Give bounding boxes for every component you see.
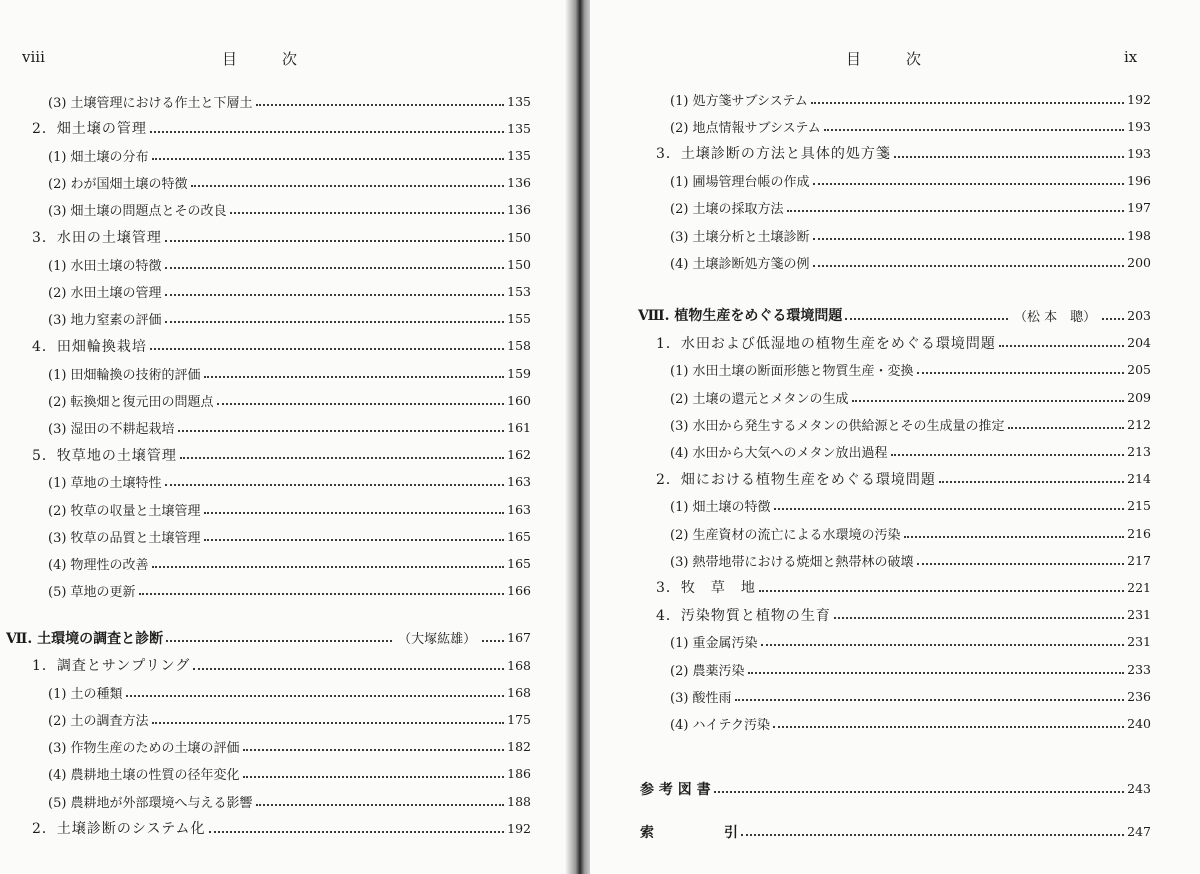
toc-entry bbox=[48, 253, 531, 275]
dot-leader bbox=[256, 91, 505, 106]
toc-entry bbox=[48, 416, 531, 438]
toc-entry-page: 240 bbox=[1127, 715, 1151, 731]
dot-leader bbox=[735, 686, 1125, 701]
toc-entry-page: 165 bbox=[507, 555, 531, 571]
toc-entry-title: (1) 圃場管理台帳の作成 bbox=[670, 175, 810, 191]
toc-entry-title: (4) 水田から大気へのメタン放出過程 bbox=[670, 445, 888, 461]
toc-entry-title: (1) 畑土壌の分布 bbox=[48, 149, 149, 165]
toc-entry-title: 2．畑土壌の管理 bbox=[32, 121, 147, 138]
dot-leader bbox=[230, 199, 505, 214]
toc-entry-page: 153 bbox=[507, 283, 531, 299]
left-page bbox=[0, 0, 570, 874]
toc-entry bbox=[670, 88, 1151, 110]
dot-leader bbox=[748, 659, 1125, 674]
toc-entry bbox=[656, 604, 1151, 626]
dot-leader bbox=[894, 143, 1124, 158]
toc-entry-title: (3) 地力窒素の評価 bbox=[48, 313, 162, 329]
dot-leader bbox=[256, 791, 505, 806]
page-header: 目 次 bbox=[846, 50, 922, 68]
toc-entry-page: 168 bbox=[507, 657, 531, 673]
toc-entry bbox=[48, 199, 531, 221]
toc-entry-page: 216 bbox=[1127, 525, 1151, 541]
toc-entry bbox=[640, 778, 1151, 800]
toc-entry-page: 168 bbox=[507, 684, 531, 700]
toc-entry-author: （大塚紘雄） bbox=[398, 632, 477, 648]
toc-entry bbox=[48, 90, 531, 112]
toc-entry-page: 214 bbox=[1127, 471, 1151, 487]
toc-entry bbox=[656, 468, 1151, 490]
dot-leader bbox=[209, 818, 505, 833]
toc-entry bbox=[670, 359, 1151, 381]
toc-entry-page: 135 bbox=[507, 120, 531, 136]
toc-entry-page: 167 bbox=[507, 630, 531, 646]
page-number: viii bbox=[22, 48, 45, 66]
toc-entry-page: 231 bbox=[1127, 634, 1151, 650]
dot-leader bbox=[891, 441, 1125, 456]
toc-entry-page: 213 bbox=[1127, 443, 1151, 459]
toc-entry-page: 159 bbox=[507, 365, 531, 381]
toc-entry-title: (1) 田畑輪換の技術的評価 bbox=[48, 367, 201, 383]
toc-entry bbox=[670, 658, 1151, 680]
toc-entry bbox=[48, 736, 531, 758]
toc-entry bbox=[638, 304, 1151, 326]
dot-leader bbox=[834, 604, 1124, 619]
toc-entry bbox=[670, 115, 1151, 137]
toc-entry-title: Ⅶ. 土環境の調査と診断 bbox=[6, 630, 164, 647]
dot-leader bbox=[126, 682, 505, 697]
toc-entry-page: 193 bbox=[1127, 118, 1151, 134]
dot-leader bbox=[811, 89, 1124, 104]
toc-entry-page: 160 bbox=[507, 392, 531, 408]
toc-entry bbox=[670, 549, 1151, 571]
toc-entry bbox=[670, 522, 1151, 544]
dot-leader bbox=[204, 526, 505, 541]
right-page bbox=[590, 0, 1200, 874]
toc-entry-title: (1) 水田土壌の特徴 bbox=[48, 258, 162, 274]
toc-entry-page: 161 bbox=[507, 419, 531, 435]
dot-leader bbox=[741, 821, 1124, 836]
toc-entry bbox=[670, 170, 1151, 192]
toc-entry-page: 192 bbox=[507, 820, 531, 836]
toc-entry-title: 2．土壌診断のシステム化 bbox=[32, 821, 206, 838]
toc-entry-title: (1) 処方箋サブシステム bbox=[670, 93, 808, 109]
toc-entry-title: (5) 草地の更新 bbox=[48, 585, 136, 601]
toc-entry-title: (2) 土壌の還元とメタンの生成 bbox=[670, 391, 849, 407]
toc-entry bbox=[670, 685, 1151, 707]
toc-entry-page: 136 bbox=[507, 175, 531, 191]
toc-entry-author: （松 本 聰） bbox=[1014, 309, 1097, 325]
toc-entry-title: (2) 生産資材の流亡による水環境の汚染 bbox=[670, 527, 901, 543]
toc-entry-page: 193 bbox=[1127, 145, 1151, 161]
toc-entry-title: (1) 畑土壌の特徴 bbox=[670, 500, 771, 516]
toc-entry-page: 243 bbox=[1127, 781, 1151, 797]
toc-entry-page: 217 bbox=[1127, 552, 1151, 568]
toc-entry-title: (2) 農薬汚染 bbox=[670, 663, 745, 679]
toc-entry-page: 231 bbox=[1127, 607, 1151, 623]
toc-entry bbox=[670, 197, 1151, 219]
dot-leader bbox=[165, 227, 504, 242]
dot-leader bbox=[152, 553, 505, 568]
toc-entry-page: 247 bbox=[1127, 824, 1151, 840]
dot-leader bbox=[243, 763, 505, 778]
toc-entry-title: (5) 農耕地が外部環境へ与える影響 bbox=[48, 795, 253, 811]
toc-entry bbox=[670, 413, 1151, 435]
toc-entry-page: 166 bbox=[507, 583, 531, 599]
toc-entry bbox=[670, 712, 1151, 734]
toc-entry-title: 1．水田および低湿地の植物生産をめぐる環境問題 bbox=[656, 335, 996, 352]
toc-entry bbox=[48, 280, 531, 302]
dot-leader bbox=[152, 709, 505, 724]
toc-entry-page: 233 bbox=[1127, 661, 1151, 677]
dot-leader bbox=[773, 713, 1124, 728]
toc-entry-page: 136 bbox=[507, 202, 531, 218]
toc-entry-title: Ⅷ. 植物生産をめぐる環境問題 bbox=[638, 308, 843, 325]
toc-entry bbox=[656, 142, 1151, 164]
toc-entry-title: (2) 水田土壌の管理 bbox=[48, 285, 162, 301]
toc-entry-title: 5．牧草地の土壌管理 bbox=[32, 447, 177, 464]
dot-leader bbox=[824, 116, 1124, 131]
toc-entry bbox=[48, 790, 531, 812]
toc-entry-title: (3) 土壌管理における作土と下層土 bbox=[48, 95, 253, 111]
toc-entry-title: (2) わが国畑土壌の特徴 bbox=[48, 177, 188, 193]
toc-entry-page: 186 bbox=[507, 766, 531, 782]
toc-entry bbox=[670, 251, 1151, 273]
toc-entry-page: 236 bbox=[1127, 688, 1151, 704]
dot-leader bbox=[193, 655, 504, 670]
dot-leader bbox=[774, 495, 1125, 510]
page-header: 目 次 bbox=[222, 50, 298, 68]
toc-entry bbox=[32, 444, 531, 466]
toc-entry-title: (2) 土の調査方法 bbox=[48, 713, 149, 729]
toc-entry-title: 1．調査とサンプリング bbox=[32, 658, 191, 674]
dot-leader bbox=[714, 778, 1125, 793]
toc-entry-title: (2) 土壌の採取方法 bbox=[670, 202, 784, 218]
toc-entry-page: 203 bbox=[1127, 307, 1151, 323]
toc-entry bbox=[48, 144, 531, 166]
dot-leader bbox=[204, 363, 505, 378]
toc-entry-title: (4) 物理性の改善 bbox=[48, 557, 149, 573]
dot-leader bbox=[1102, 305, 1124, 320]
toc-entry-page: 212 bbox=[1127, 416, 1151, 432]
toc-entry bbox=[670, 440, 1151, 462]
dot-leader bbox=[152, 145, 505, 160]
toc-entry-title: (3) 熱帯地帯における焼畑と熱帯林の破壊 bbox=[670, 554, 914, 570]
toc-entry-title: 3．土壌診断の方法と具体的処方箋 bbox=[656, 146, 891, 163]
toc-entry-page: 155 bbox=[507, 311, 531, 327]
dot-leader bbox=[813, 170, 1125, 185]
dot-leader bbox=[178, 417, 505, 432]
toc-entry-title: 索 引 bbox=[640, 824, 738, 841]
dot-leader bbox=[243, 736, 505, 751]
toc-entry-title: 2．畑における植物生産をめぐる環境問題 bbox=[656, 471, 936, 488]
dot-leader bbox=[917, 550, 1125, 565]
dot-leader bbox=[904, 523, 1125, 538]
toc-entry-page: 163 bbox=[507, 474, 531, 490]
dot-leader bbox=[813, 225, 1125, 240]
page-number: ix bbox=[1124, 48, 1138, 66]
toc-entry bbox=[48, 708, 531, 730]
toc-entry bbox=[670, 495, 1151, 517]
toc-entry-page: 165 bbox=[507, 528, 531, 544]
toc-entry-title: (3) 作物生産のための土壌の評価 bbox=[48, 741, 240, 757]
toc-entry-title: (3) 酸性雨 bbox=[670, 690, 732, 706]
dot-leader bbox=[139, 580, 505, 595]
toc-entry-title: (3) 土壌分析と土壌診断 bbox=[670, 229, 810, 245]
toc-entry bbox=[656, 576, 1151, 598]
toc-entry-title: 4．汚染物質と植物の生育 bbox=[656, 607, 831, 624]
toc-entry bbox=[48, 172, 531, 194]
toc-entry-title: (3) 湿田の不耕起栽培 bbox=[48, 421, 175, 437]
dot-leader bbox=[482, 627, 504, 642]
dot-leader bbox=[761, 631, 1125, 646]
dot-leader bbox=[165, 281, 505, 296]
toc-entry bbox=[670, 631, 1151, 653]
dot-leader bbox=[166, 627, 392, 642]
toc-entry bbox=[6, 627, 531, 649]
toc-entry-title: (1) 土の種類 bbox=[48, 686, 123, 702]
toc-entry-title: (1) 重金属汚染 bbox=[670, 636, 758, 652]
toc-entry-title: 4．田畑輪換栽培 bbox=[32, 338, 147, 355]
toc-entry-page: 182 bbox=[507, 739, 531, 755]
toc-entry bbox=[32, 335, 531, 357]
toc-entry-page: 221 bbox=[1127, 579, 1151, 595]
toc-entry-page: 188 bbox=[507, 793, 531, 809]
dot-leader bbox=[939, 468, 1124, 483]
toc-entry-title: (3) 水田から発生するメタンの供給源とその生成量の推定 bbox=[670, 418, 1005, 434]
toc-entry-title: 3．牧 草 地 bbox=[656, 580, 756, 597]
toc-entry-page: 135 bbox=[507, 147, 531, 163]
toc-entry-page: 175 bbox=[507, 711, 531, 727]
toc-entry bbox=[48, 498, 531, 520]
dot-leader bbox=[165, 471, 505, 486]
toc-entry-title: (4) ハイテク汚染 bbox=[670, 717, 771, 733]
toc-entry-title: (2) 地点情報サブシステム bbox=[670, 120, 821, 136]
dot-leader bbox=[813, 252, 1125, 267]
toc-entry-title: (2) 牧草の収量と土壌管理 bbox=[48, 503, 201, 519]
toc-entry bbox=[48, 580, 531, 602]
toc-entry-page: 196 bbox=[1127, 173, 1151, 189]
toc-entry bbox=[670, 386, 1151, 408]
toc-entry bbox=[32, 226, 531, 248]
toc-entry-title: (3) 畑土壌の問題点とその改良 bbox=[48, 204, 227, 220]
toc-entry bbox=[48, 389, 531, 411]
dot-leader bbox=[191, 172, 505, 187]
dot-leader bbox=[165, 254, 505, 269]
toc-entry-page: 209 bbox=[1127, 389, 1151, 405]
toc-entry-page: 162 bbox=[507, 447, 531, 463]
dot-leader bbox=[180, 444, 504, 459]
dot-leader bbox=[204, 499, 505, 514]
dot-leader bbox=[999, 332, 1124, 347]
toc-entry bbox=[48, 763, 531, 785]
dot-leader bbox=[150, 118, 504, 133]
toc-entry-title: (4) 農耕地土壌の性質の径年変化 bbox=[48, 768, 240, 784]
dot-leader bbox=[150, 335, 504, 350]
toc-entry-title: 参 考 図 書 bbox=[640, 781, 711, 798]
toc-entry-title: (4) 土壌診断処方箋の例 bbox=[670, 256, 810, 272]
toc-entry-page: 158 bbox=[507, 338, 531, 354]
toc-entry-title: (1) 水田土壌の断面形態と物質生産・変換 bbox=[670, 364, 914, 380]
toc-entry-page: 198 bbox=[1127, 227, 1151, 243]
toc-entry bbox=[32, 654, 531, 676]
dot-leader bbox=[759, 577, 1124, 592]
toc-entry bbox=[48, 471, 531, 493]
toc-entry-page: 135 bbox=[507, 93, 531, 109]
dot-leader bbox=[787, 197, 1125, 212]
dot-leader bbox=[217, 390, 505, 405]
toc-entry-page: 150 bbox=[507, 229, 531, 245]
dot-leader bbox=[165, 308, 505, 323]
toc-entry-title: (2) 転換畑と復元田の問題点 bbox=[48, 394, 214, 410]
toc-entry bbox=[48, 362, 531, 384]
dot-leader bbox=[1008, 414, 1125, 429]
toc-entry bbox=[32, 117, 531, 139]
toc-entry-page: 204 bbox=[1127, 335, 1151, 351]
toc-entry-page: 192 bbox=[1127, 91, 1151, 107]
toc-entry bbox=[48, 525, 531, 547]
toc-entry bbox=[656, 332, 1151, 354]
toc-entry bbox=[670, 224, 1151, 246]
toc-entry bbox=[32, 817, 531, 839]
dot-leader bbox=[852, 387, 1125, 402]
toc-entry-page: 215 bbox=[1127, 498, 1151, 514]
toc-entry-page: 205 bbox=[1127, 362, 1151, 378]
toc-entry bbox=[48, 681, 531, 703]
toc-entry bbox=[48, 308, 531, 330]
toc-entry bbox=[640, 821, 1151, 843]
toc-entry bbox=[48, 552, 531, 574]
toc-entry-page: 200 bbox=[1127, 254, 1151, 270]
toc-entry-page: 150 bbox=[507, 256, 531, 272]
dot-leader bbox=[845, 305, 1008, 320]
dot-leader bbox=[917, 359, 1125, 374]
toc-entry-page: 197 bbox=[1127, 200, 1151, 216]
toc-entry-title: (1) 草地の土壌特性 bbox=[48, 476, 162, 492]
toc-entry-title: 3．水田の土壌管理 bbox=[32, 230, 162, 246]
toc-entry-page: 163 bbox=[507, 501, 531, 517]
toc-entry-title: (3) 牧草の品質と土壌管理 bbox=[48, 530, 201, 546]
